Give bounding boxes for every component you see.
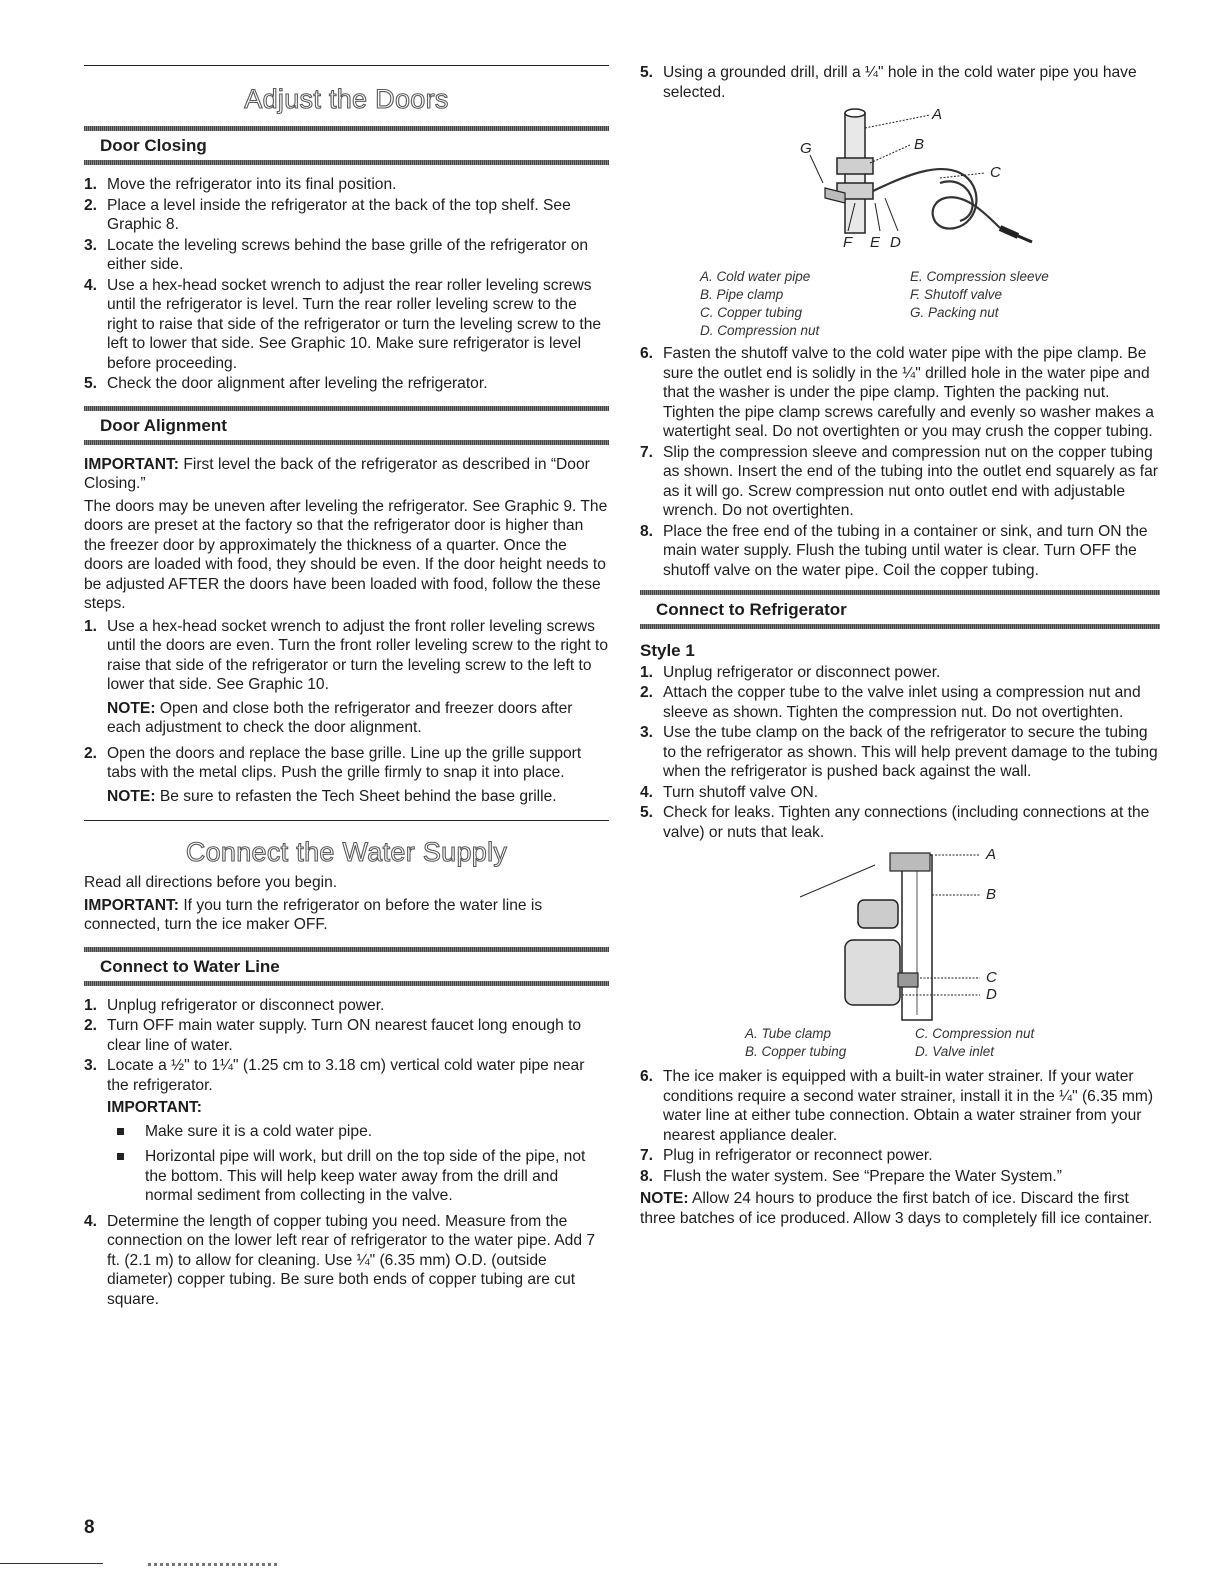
list-item: Horizontal pipe will work, but drill on the top side of the pipe, not the bottom. This will help keep water away from the drill and normal sediment from collecting in the valve. — [107, 1147, 609, 1206]
style-1-heading: Style 1 — [640, 641, 695, 660]
list-item: 2. Place a level inside the refrigerator at the back of the top shelf. See Graphic 8. — [84, 196, 571, 233]
list-item: 2. Attach the copper tube to the valve inlet using a compression nut and sleeve as shown. Tighten the compression nut. Do not overtighten. — [640, 684, 1141, 721]
figure2-legend: A. Tube clamp C. Compression nut B. Copper tubing D. Valve inlet — [745, 1026, 1035, 1059]
valve-inlet-diagram — [640, 845, 1160, 1025]
water-line-heading: Connect to Water Line — [100, 956, 280, 976]
divider — [84, 406, 609, 411]
list-item: 3. Locate the leveling screws behind the base grille of the refrigerator on either side. — [84, 236, 589, 273]
note: NOTE: Open and close both the refrigerator and freezer doors after each adjustment to check the door alignment. — [107, 699, 573, 736]
note: NOTE: Be sure to refasten the Tech Sheet behind the base grille. — [107, 787, 557, 805]
list-item: 1. Move the refrigerator into its final position. — [84, 176, 397, 193]
important-label: IMPORTANT: — [107, 1099, 202, 1116]
label-e: E — [870, 234, 881, 251]
pipe-clamp-shape — [837, 158, 873, 174]
door-alignment-heading: Door Alignment — [100, 415, 227, 435]
list-item: 3. Locate a ½" to 1¼" (1.25 cm to 3.18 cm) vertical cold water pipe near the refrigerator. IMPORTANT: Make sure it is a cold water pipe. Horizontal pipe will work, but drill on the top side of the pipe, not the bottom. This will help keep water away from the drill and normal sediment from collecting in the valve. — [84, 1056, 609, 1206]
label-c: C — [990, 164, 1001, 181]
label-b: B — [914, 136, 925, 153]
list-item: 6. The ice maker is equipped with a built-in water strainer. If your water conditions require a second water strainer, install it in the ¼" (6.35 mm) water line at either tube connection. Obtain a water strainer from your nearest appliance dealer. — [640, 1068, 1154, 1144]
refrigerator-steps-continued — [640, 1067, 1160, 1186]
tube-clamp-shape — [890, 853, 930, 871]
important-paragraph: IMPORTANT: First level the back of the refrigerator as described in “Door Closing.” — [84, 455, 590, 492]
door-alignment-steps — [84, 617, 609, 807]
alignment-intro: The doors may be uneven after leveling the refrigerator. See Graphic 9. The doors are preset at the factory so that the refrigerator door is higher than the freezer door by approximately the thickness of a quarter. Once the doors are loaded with food, they should be even. If the door height needs to be adjusted AFTER the doors have been loaded with food, follow the these steps. — [84, 497, 608, 612]
door-closing-steps — [84, 175, 609, 394]
list-item: 7. Slip the compression sleeve and compression nut on the copper tubing as shown. Insert the end of the tubing into the outlet end squarely as far as it will go. Screw compression nut onto outlet end with adjustable wrench. Do not overtighten. — [640, 443, 1158, 519]
list-item: Make sure it is a cold water pipe. — [107, 1122, 609, 1142]
divider — [84, 126, 609, 131]
adjust-doors-title: Adjust the Doors — [244, 84, 449, 114]
label-f: F — [843, 234, 853, 251]
shutoff-valve-diagram — [640, 103, 1160, 268]
water-line-steps-continued — [640, 344, 1160, 580]
door-closing-heading: Door Closing — [100, 136, 207, 155]
divider — [84, 947, 609, 952]
footer-rule — [0, 1563, 103, 1564]
divider — [84, 981, 609, 986]
bullet-list — [107, 1122, 609, 1206]
valve-inlet-shape — [845, 940, 900, 1005]
list-item: 2. Turn OFF main water supply. Turn ON nearest faucet long enough to clear line of water. — [84, 1017, 582, 1054]
top-rule — [84, 65, 609, 66]
water-line-steps — [84, 996, 609, 1310]
label-b: B — [986, 886, 997, 903]
left-column — [84, 0, 609, 1312]
section-rule — [84, 820, 609, 821]
valve-inlet-figure — [640, 845, 1160, 1025]
list-item: 4. Determine the length of copper tubing you need. Measure from the connection on the lower left rear of refrigerator to the water pipe. Add 7 ft. (2.1 m) to allow for cleaning. Use ¼" (6.35 mm) O.D. (outside diameter) copper tubing. Be sure both ends of copper tubing are cut square. — [84, 1212, 596, 1308]
right-column — [640, 0, 1160, 1231]
label-a: A — [986, 846, 997, 863]
copper-tubing-shape — [873, 169, 1000, 229]
figure1-legend: A. Cold water pipe E. Compression sleeve B. Pipe clamp F. Shutoff valve C. Copper tubing G. Packing nut D. Compression nut — [700, 269, 1049, 338]
ice-note: NOTE: Allow 24 hours to produce the first batch of ice. Discard the first three batches of ice produced. Allow 3 days to completely fill ice container. — [640, 1190, 1153, 1227]
divider — [84, 160, 609, 165]
label-a: A — [932, 106, 943, 123]
list-item: 6. Fasten the shutoff valve to the cold water pipe with the pipe clamp. Be sure the outlet end is solidly in the ¼" drilled hole in the water pipe and that the washer is under the pipe clamp. Tighten the packing nut. Tighten the pipe clamp screws carefully and evenly so washer makes a watertight seal. Do not overtighten or you may crush the copper tubing. — [640, 345, 1154, 440]
label-d: D — [890, 234, 901, 251]
list-item: 2. Open the doors and replace the base grille. Line up the grille support tabs with the metal clips. Push the grille firmly to snap it into place. NOTE: Be sure to refasten the Tech Sheet behind the base grille. — [84, 744, 609, 807]
shutoff-valve-figure — [640, 103, 1160, 268]
list-item: 8. Place the free end of the tubing in a container or sink, and turn ON the main water supply. Flush the tubing until water is clear. Turn OFF the shutoff valve on the water pipe. Coil the copper tubing. — [640, 522, 1148, 579]
list-item: 7. Plug in refrigerator or reconnect power. — [640, 1147, 933, 1164]
drill-step — [640, 63, 1160, 102]
list-item: 1. Use a hex-head socket wrench to adjust the front roller leveling screws until the doors are even. Turn the front roller leveling screw to the right to raise that side of the refrigerator or turn the leveling screw to the left to lower that side. See Graphic 10. NOTE: Open and close both the refrigerator and freezer doors after each adjustment to check the door alignment. — [84, 617, 608, 736]
list-item: 8. Flush the water system. See “Prepare the Water System.” — [640, 1167, 1062, 1185]
divider — [84, 440, 609, 445]
list-item: 1. Unplug refrigerator or disconnect power. — [84, 996, 385, 1014]
important-paragraph: IMPORTANT: If you turn the refrigerator on before the water line is connected, turn the ice maker OFF. — [84, 896, 543, 933]
page-number: 8 — [84, 1517, 95, 1538]
label-c: C — [986, 969, 997, 986]
list-item: 3. Use the tube clamp on the back of the refrigerator to secure the tubing to the refrigerator as shown. This will help prevent damage to the tubing when the refrigerator is pushed back against the wall. — [640, 724, 1158, 780]
label-d: D — [986, 986, 997, 1003]
compression-nut-shape — [898, 973, 918, 987]
list-item: 5. Check for leaks. Tighten any connections (including connections at the valve) or nuts that leak. — [640, 804, 1150, 841]
water-supply-title: Connect the Water Supply — [185, 837, 508, 867]
bullet-icon — [117, 1128, 124, 1135]
list-item: 5. Using a grounded drill, drill a ¼" hole in the cold water pipe you have selected. — [640, 64, 1137, 101]
list-item: 4. Turn shutoff valve ON. — [640, 783, 819, 801]
bullet-icon — [117, 1153, 124, 1160]
connect-refrigerator-heading: Connect to Refrigerator — [656, 600, 847, 619]
footer-ticks — [148, 1563, 278, 1566]
divider — [640, 624, 1160, 629]
read-directions: Read all directions before you begin. — [84, 874, 338, 891]
list-item: 5. Check the door alignment after leveling the refrigerator. — [84, 375, 488, 392]
list-item: 4. Use a hex-head socket wrench to adjust the rear roller leveling screws until the refrigerator is level. Turn the rear roller leveling screw to the right to raise that side of the refrigerator or turn the leveling screw to the left to lower that side. See Graphic 10. Make sure refrigerator is level before proceeding. — [84, 276, 602, 372]
divider — [640, 590, 1160, 595]
list-item: 1. Unplug refrigerator or disconnect power. — [640, 663, 941, 681]
refrigerator-steps — [640, 663, 1160, 843]
label-g: G — [800, 140, 812, 157]
